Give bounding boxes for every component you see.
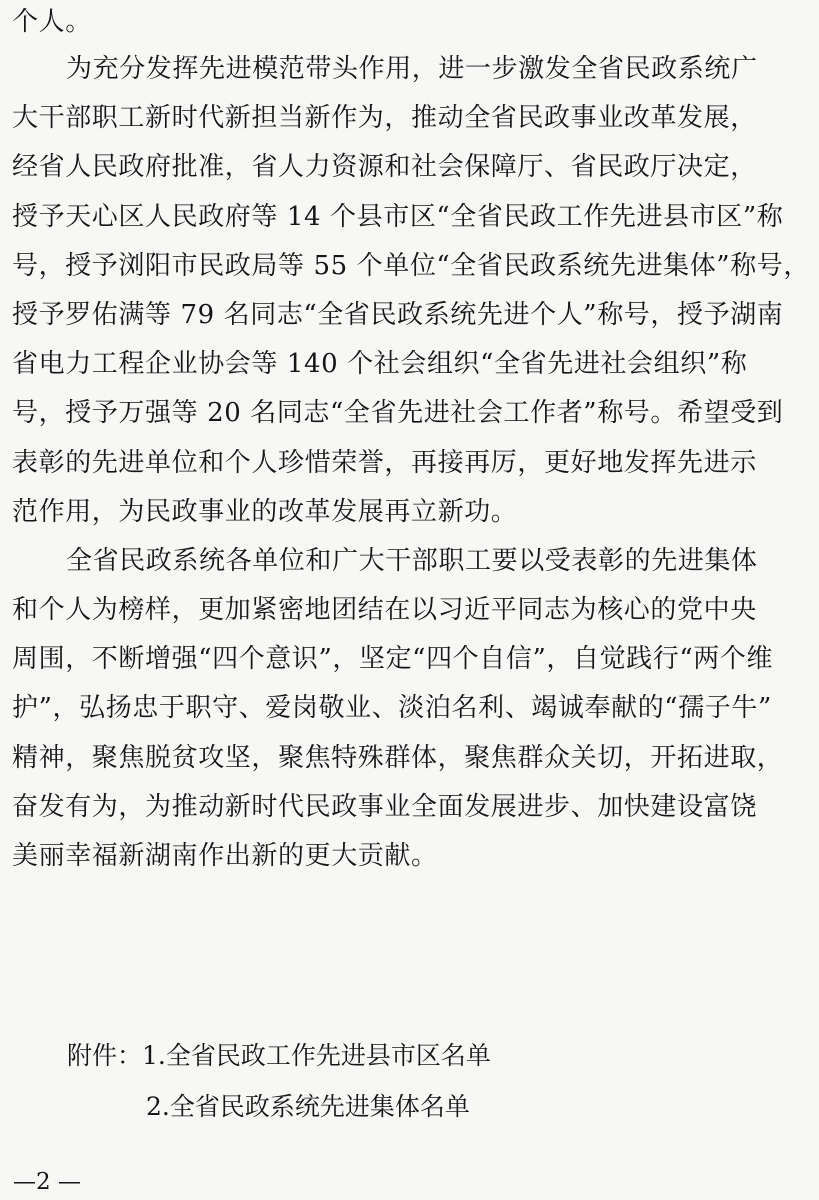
text-line: 经省人民政府批准，省人力资源和社会保障厅、省民政厅决定， [12, 152, 757, 183]
text-line: 号，授予万强等 20 名同志“全省先进社会工作者”称号。希望受到 [12, 398, 784, 429]
text-line: 大干部职工新时代新担当新作为，推动全省民政事业改革发展， [12, 103, 757, 134]
text-line: 表彰的先进单位和个人珍惜荣誉，再接再厉，更好地发挥先进示 [12, 447, 757, 478]
text-line: 范作用，为民政事业的改革发展再立新功。 [12, 496, 518, 527]
text-line: 奋发有为，为推动新时代民政事业全面发展进步、加快建设富饶 [12, 791, 757, 822]
attachment-item: 附件：1.全省民政工作先进县市区名单 [67, 1041, 491, 1070]
page-number: —2 — [13, 1169, 81, 1195]
text-line: 精神，聚焦脱贫攻坚，聚焦特殊群体，聚焦群众关切，开拓进取， [12, 742, 784, 773]
attachment-item: 2.全省民政系统先进集体名单 [146, 1092, 470, 1121]
body-text [12, 0, 812, 881]
attachment-list [67, 1030, 667, 1132]
text-line: 和个人为榜样，更加紧密地团结在以习近平同志为核心的党中央 [12, 595, 757, 626]
text-line: 授予天心区人民政府等 14 个县市区“全省民政工作先进县市区”称 [12, 201, 784, 232]
text-line: 授予罗佑满等 79 名同志“全省民政系统先进个人”称号，授予湖南 [12, 299, 784, 330]
paragraph-start-line: 为充分发挥先进模范带头作用，进一步激发全省民政系统广 [66, 54, 758, 84]
text-line: 省电力工程企业协会等 140 个社会组织“全省先进社会组织”称 [12, 349, 748, 380]
text-line: 护”，弘扬忠于职守、爱岗敬业、淡泊名利、竭诚奉献的“孺子牛” [12, 693, 772, 724]
text-line: 美丽幸福新湖南作出新的更大贡献。 [12, 841, 438, 871]
text-line: 号，授予浏阳市民政局等 55 个单位“全省民政系统先进集体”称号， [12, 250, 810, 281]
paragraph-start-line: 全省民政系统各单位和广大干部职工要以受表彰的先进集体 [66, 545, 758, 576]
text-line: 个人。 [12, 7, 92, 37]
text-line: 周围，不断增强“四个意识”，坚定“四个自信”，自觉践行“两个维 [12, 644, 774, 675]
